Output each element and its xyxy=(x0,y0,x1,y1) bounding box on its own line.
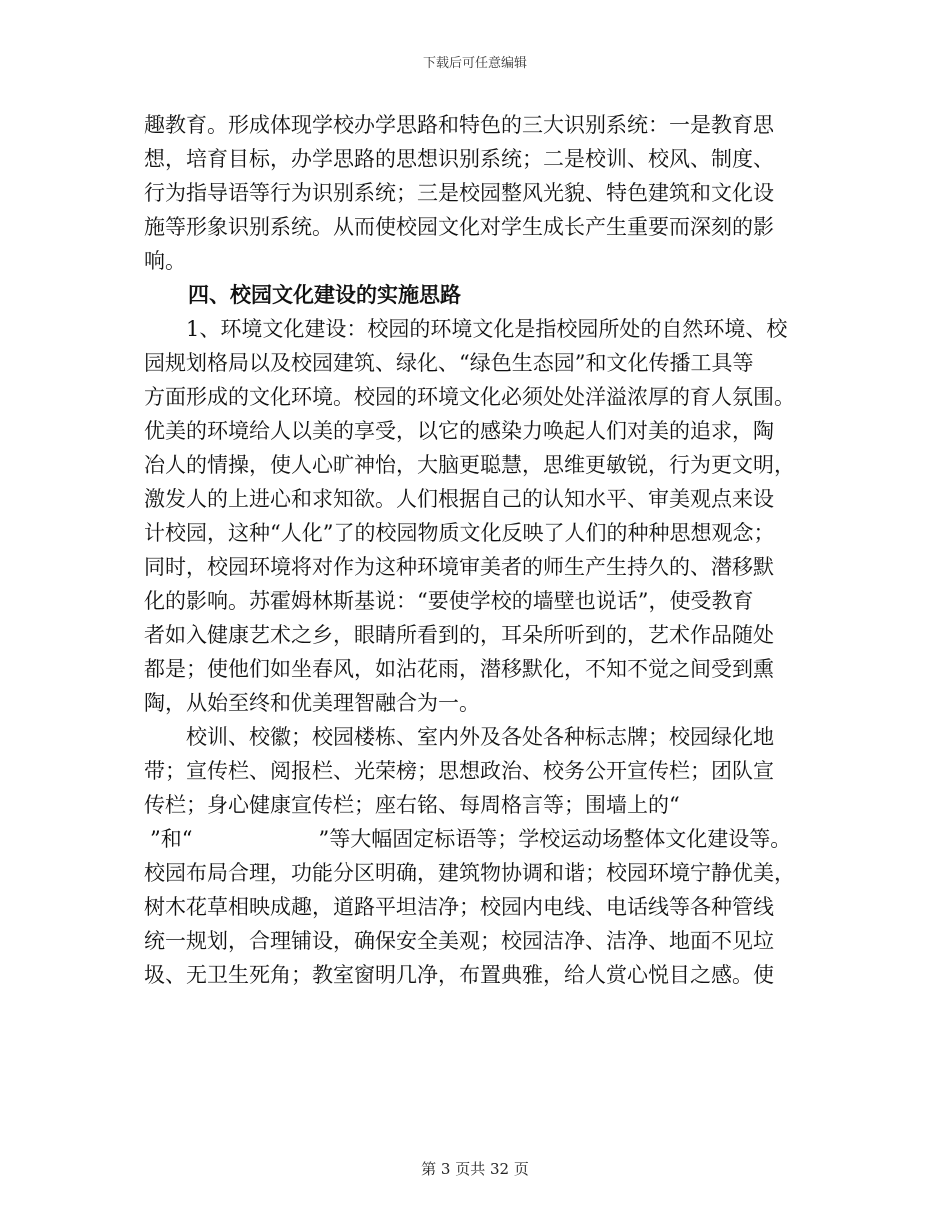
text-line: 陶，从始至终和优美理智融合为一。 xyxy=(144,691,480,715)
text-line: 想，培育目标，办学思路的思想识别系统；二是校训、校风、制度、 xyxy=(144,147,774,171)
text-line: 冶人的情操，使人心旷神怡，大脑更聪慧，思维更敏锐，行为更文明， xyxy=(144,453,795,477)
text-line: 都是；使他们如坐春风，如沾花雨，潜移默化，不知不觉之间受到熏 xyxy=(144,657,774,681)
text-line: 行为指导语等行为识别系统；三是校园整风光貌、特色建筑和文化设 xyxy=(144,181,774,205)
text-line: 计校园，这种“人化”了的校园物质文化反映了人们的种种思想观念； xyxy=(144,521,775,545)
text-line: 校训、校徽；校园楼栋、室内外及各处各种标志牌；校园绿化地 xyxy=(186,725,774,749)
text-line: 园规划格局以及校园建筑、绿化、“绿色生态园”和文化传播工具等 xyxy=(144,351,754,375)
text-line: 激发人的上进心和求知欲。人们根据自己的认知水平、审美观点来设 xyxy=(144,487,774,511)
text-line: 同时，校园环境将对作为这种环境审美者的师生产生持久的、潜移默 xyxy=(144,555,774,579)
text-line: 树木花草相映成趣，道路平坦洁净；校园内电线、电话线等各种管线 xyxy=(144,895,774,919)
section-heading: 四、校园文化建设的实施思路 xyxy=(188,282,461,307)
text-line: 施等形象识别系统。从而使校园文化对学生成长产生重要而深刻的影 xyxy=(144,215,774,239)
text-line: 趣教育。形成体现学校办学思路和特色的三大识别系统：一是教育思 xyxy=(144,113,774,137)
page-footer: 第 3 页共 32 页 xyxy=(421,1160,529,1178)
text-line: 圾、无卫生死角；教室窗明几净，布置典雅，给人赏心悦目之感。使 xyxy=(144,963,774,987)
text-line: 1、环境文化建设：校园的环境文化是指校园所处的自然环境、校 xyxy=(186,317,788,341)
text-line: 方面形成的文化环境。校园的环境文化必须处处洋溢浓厚的育人氛围。 xyxy=(144,385,795,409)
text-line: 响。 xyxy=(144,249,186,273)
page-header: 下载后可任意编辑 xyxy=(422,56,527,71)
document-body xyxy=(144,108,824,992)
text-line: 者如入健康艺术之乡，眼睛所看到的，耳朵所听到的，艺术作品随处 xyxy=(144,623,774,647)
text-line: 统一规划，合理铺设，确保安全美观；校园洁净、洁净、地面不见垃 xyxy=(144,929,774,953)
text-line: 化的影响。苏霍姆林斯基说：“要使学校的墙壁也说话”，使受教育 xyxy=(144,589,754,613)
text-line: ”和“ ”等大幅固定标语等；学校运动场整体文化建设等。 xyxy=(150,827,792,851)
text-line: 校园布局合理，功能分区明确，建筑物协调和谐；校园环境宁静优美， xyxy=(144,861,795,885)
text-line: 优美的环境给人以美的享受，以它的感染力唤起人们对美的追求，陶 xyxy=(144,419,774,443)
text-line: 带；宣传栏、阅报栏、光荣榜；思想政治、校务公开宣传栏；团队宣 xyxy=(144,759,774,783)
text-line: 传栏；身心健康宣传栏；座右铭、每周格言等；围墙上的“ xyxy=(144,793,680,817)
